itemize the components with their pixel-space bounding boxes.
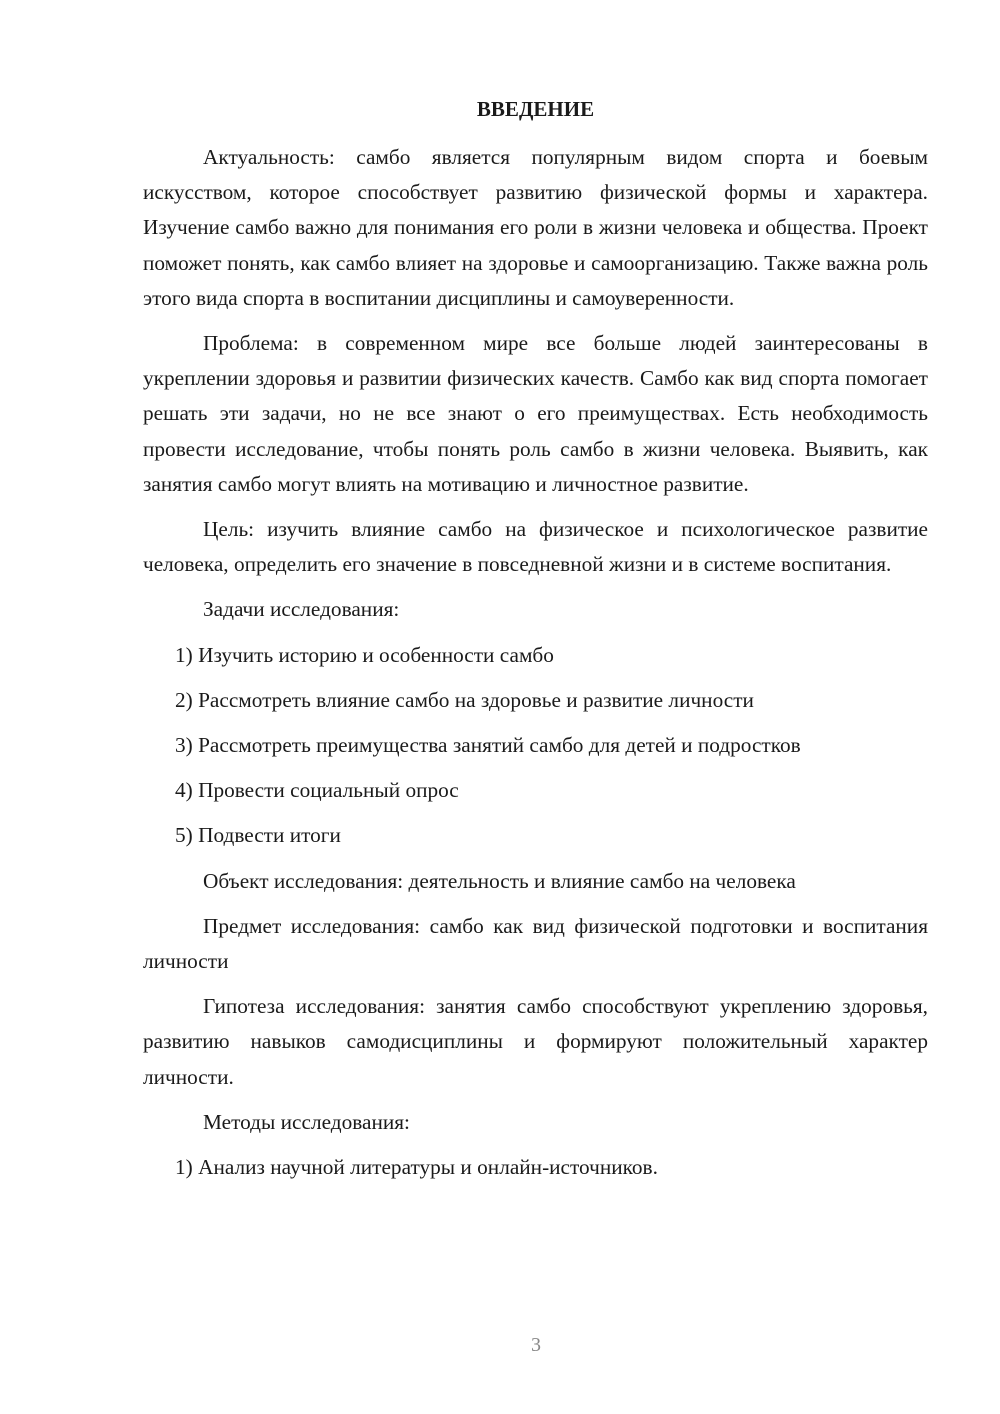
tasks-heading: Задачи исследования: <box>203 597 400 622</box>
goal-paragraph: Цель: изучить влияние самбо на физическое и психологическое развитие человека, определить его значение в повседневной жизни и в системе воспитания. <box>143 517 928 577</box>
method-item: 1) Анализ научной литературы и онлайн-источников. <box>175 1155 658 1180</box>
task-item: 4) Провести социальный опрос <box>175 778 459 803</box>
object-paragraph: Объект исследования: деятельность и влияние самбо на человека <box>203 868 796 893</box>
document-page <box>143 92 928 1195</box>
relevance-paragraph: Актуальность: самбо является популярным видом спорта и боевым искусством, которое способствует развитию физической формы и характера. Изучение самбо важно для понимания его роли в жизни человека и общества. Проект поможет понять, как самбо влияет на здоровье и самоорганизацию. Также важна роль этого вида спорта в воспитании дисциплины и самоуверенности. <box>143 145 928 310</box>
subject-paragraph: Предмет исследования: самбо как вид физической подготовки и воспитания личности <box>143 913 928 974</box>
problem-paragraph: Проблема: в современном мире все больше людей заинтересованы в укреплении здоровья и развитии физических качеств. Самбо как вид спорта помогает решать эти задачи, но не все знают о его преимуществах. Есть необходимость провести исследование, чтобы понять роль самбо в жизни человека. Выявить, как занятия самбо могут влиять на мотивацию и личностное развитие. <box>143 331 928 496</box>
task-item: 2) Рассмотреть влияние самбо на здоровье и развитие личности <box>175 687 754 712</box>
task-item: 1) Изучить историю и особенности самбо <box>175 642 554 667</box>
section-title: ВВЕДЕНИЕ <box>476 97 595 121</box>
hypothesis-paragraph: Гипотеза исследования: занятия самбо способствуют укреплению здоровья, развитию навыков самодисциплины и формируют положительный характер личности. <box>143 994 928 1089</box>
methods-heading: Методы исследования: <box>203 1109 410 1134</box>
task-item: 3) Рассмотреть преимущества занятий самбо для детей и подростков <box>175 733 801 758</box>
page-number: 3 <box>531 1334 541 1356</box>
task-item: 5) Подвести итоги <box>175 823 341 848</box>
